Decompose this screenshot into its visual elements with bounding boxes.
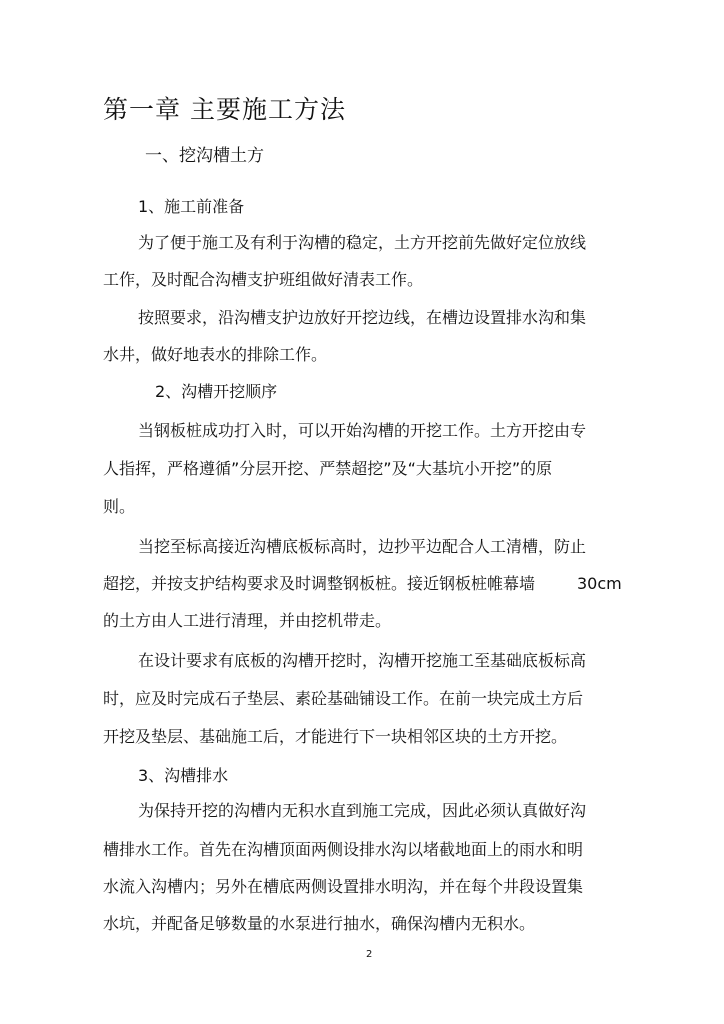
paragraph-line: 水井，做好地表水的排除工作。 bbox=[103, 345, 328, 364]
paragraph-line: 则。 bbox=[103, 497, 136, 516]
paragraph-line: 超挖，并按支护结构要求及时调整钢板桩。接近钢板桩帷幕墙 bbox=[103, 574, 536, 593]
paragraph-line: 在设计要求有底板的沟槽开挖时，沟槽开挖施工至基础底板标高 bbox=[138, 651, 587, 670]
paragraph-line: 当挖至标高接近沟槽底板标高时，边抄平边配合人工清槽，防止 bbox=[138, 537, 587, 556]
paragraph-line: 水坑，并配备足够数量的水泵进行抽水，确保沟槽内无积水。 bbox=[103, 914, 536, 933]
paragraph-line: 按照要求，沿沟槽支护边放好开挖边线，在槽边设置排水沟和集 bbox=[138, 308, 587, 327]
paragraph-line: 的土方由人工进行清理，并由挖机带走。 bbox=[103, 611, 392, 630]
subsection-heading: 1、施工前准备 bbox=[138, 197, 245, 216]
paragraph-line: 槽排水工作。首先在沟槽顶面两侧设排水沟以堵截地面上的雨水和明 bbox=[103, 840, 584, 859]
subsection-heading: 3、沟槽排水 bbox=[138, 766, 229, 785]
paragraph-line: 为了便于施工及有利于沟槽的稳定，土方开挖前先做好定位放线 bbox=[138, 233, 587, 252]
paragraph-line: 开挖及垫层、基础施工后，才能进行下一块相邻区块的土方开挖。 bbox=[103, 727, 568, 746]
section-heading: 一、挖沟槽土方 bbox=[145, 146, 264, 166]
page-number: 2 bbox=[366, 949, 373, 960]
paragraph-line: 人指挥，严格遵循”分层开挖、严禁超挖”及“大基坑小开挖”的原 bbox=[103, 459, 553, 478]
paragraph-line: 水流入沟槽内；另外在槽底两侧设置排水明沟，并在每个井段设置集 bbox=[103, 877, 584, 896]
paragraph-line: 为保持开挖的沟槽内无积水直到施工完成，因此必须认真做好沟 bbox=[138, 801, 587, 820]
paragraph-line: 时，应及时完成石子垫层、素砼基础铺设工作。在前一块完成土方后 bbox=[103, 689, 584, 708]
paragraph-line: 当钢板桩成功打入时，可以开始沟槽的开挖工作。土方开挖由专 bbox=[138, 421, 587, 440]
measurement-value: 30cm bbox=[577, 574, 622, 593]
paragraph-line: 工作，及时配合沟槽支护班组做好清表工作。 bbox=[103, 270, 424, 289]
subsection-heading: 2、沟槽开挖顺序 bbox=[155, 382, 278, 401]
chapter-title: 第一章 主要施工方法 bbox=[103, 95, 346, 124]
